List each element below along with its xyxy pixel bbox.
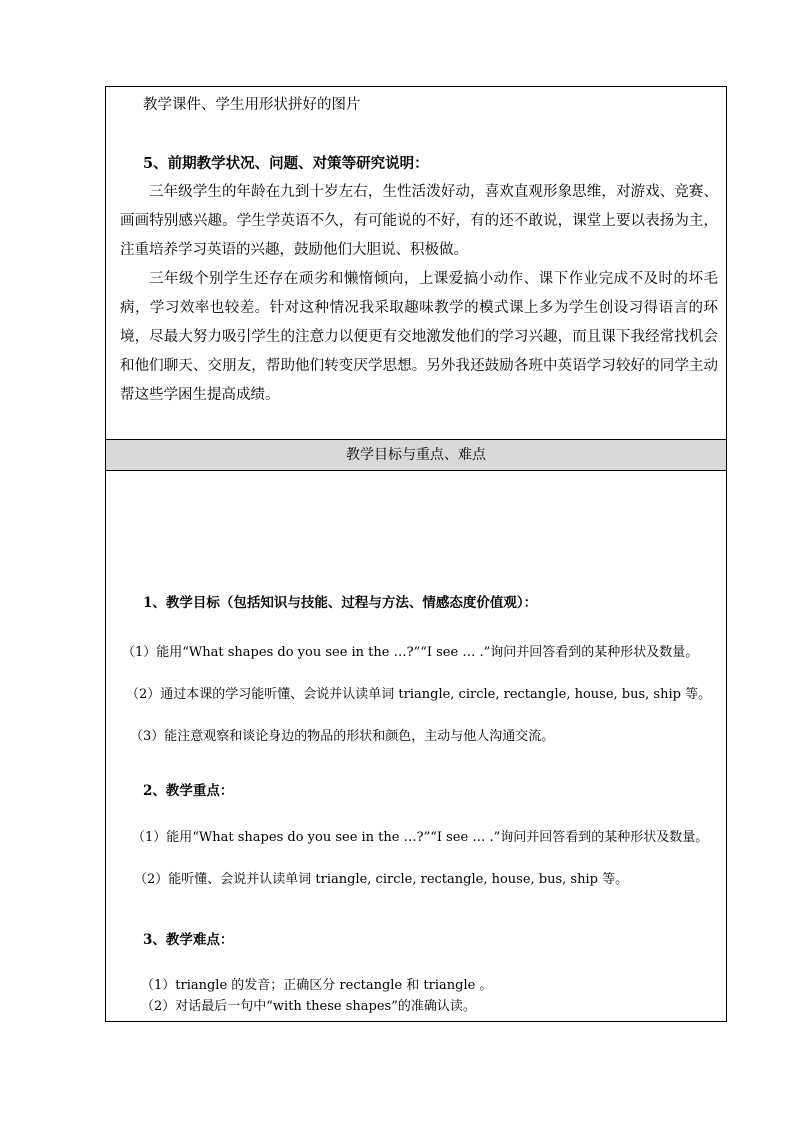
research-section xyxy=(106,87,726,440)
key-points-heading: 2、教学重点： xyxy=(143,783,234,799)
key-point-2: （2）能听懂、会说并认读单词 triangle, circle, rectangle, house, bus, ship 等。 xyxy=(134,872,629,887)
difficulty-2: （2）对话最后一句中“with these shapes”的准确认读。 xyxy=(141,999,476,1014)
difficulties-heading: 3、教学难点： xyxy=(143,932,234,948)
research-paragraph-1: 三年级学生的年龄在九到十岁左右，生性活泼好动，喜欢直观形象思维，对游戏、竞赛、画画特别感兴趣。学生学英语不久，有可能说的不好，有的还不敢说，课堂上要以表扬为主，注重培养学习英语的兴趣，鼓励他们大胆说、积极做。 xyxy=(120,184,718,258)
difficulty-1: （1）triangle 的发音；正确区分 rectangle 和 triangle 。 xyxy=(141,978,493,993)
goal-item-2: （2）通过本课的学习能听懂、会说并认读单词 triangle, circle, rectangle, house, bus, ship 等。 xyxy=(126,687,712,702)
goals-section-header: 教学目标与重点、难点 xyxy=(106,440,726,471)
research-heading: 5、前期教学状况、问题、对策等研究说明： xyxy=(143,155,429,172)
goal-item-1: （1）能用“What shapes do you see in the …?”“I see … .”询问并回答看到的某种形状及数量。 xyxy=(122,645,699,660)
goals-section xyxy=(106,471,726,1021)
research-paragraph-2: 三年级个别学生还存在顽劣和懒惰倾向，上课爱搞小动作、课下作业完成不及时的坏毛病，学习效率也较差。针对这种情况我采取趣味教学的模式课上多为学生创设习得语言的环境，尽最大努力吸引学生的注意力以便更有交地激发他们的学习兴趣，而且课下我经常找机会和他们聊天、交朋友，帮助他们转变厌学思想。另外我还鼓励各班中英语学习较好的同学主动帮这些学困生提高成绩。 xyxy=(120,271,718,403)
key-point-1: （1）能用“What shapes do you see in the …?”“I see … .”询问并回答看到的某种形状及数量。 xyxy=(132,830,709,845)
materials-line: 教学课件、学生用形状拼好的图片 xyxy=(143,97,361,113)
goal-item-3: （3）能注意观察和谈论身边的物品的形状和颜色，主动与他人沟通交流。 xyxy=(130,729,555,744)
lesson-plan-table xyxy=(105,86,727,1022)
goals-heading: 1、教学目标（包括知识与技能、过程与方法、情感态度价值观）： xyxy=(143,595,538,611)
